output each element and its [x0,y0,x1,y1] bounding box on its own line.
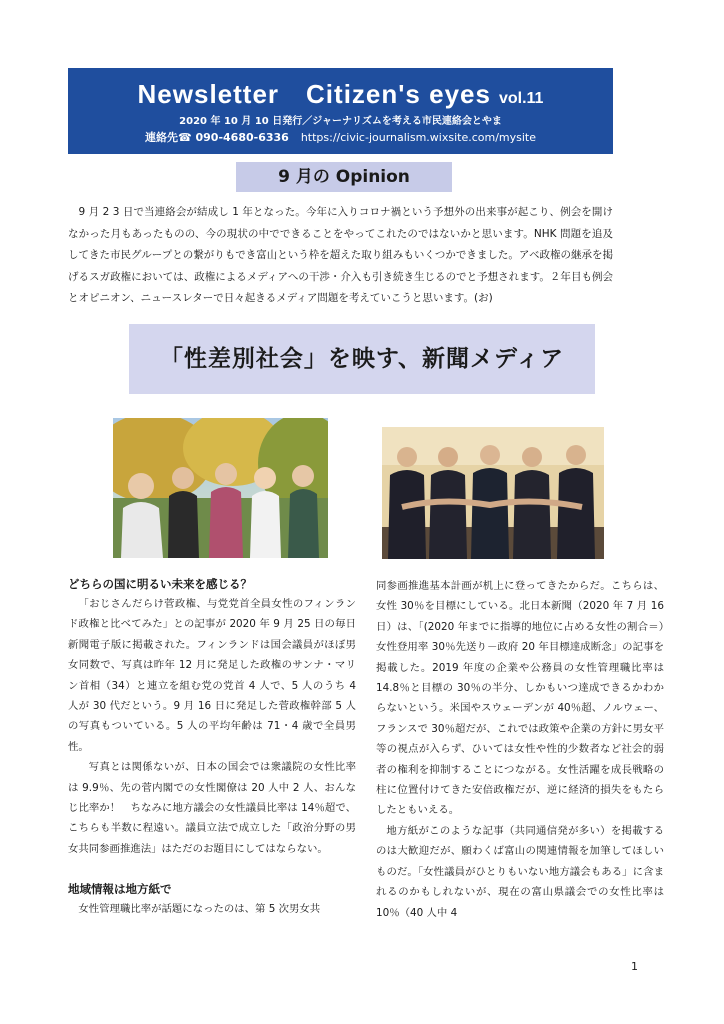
volume-number: vol.11 [498,90,544,107]
article-right-column [376,576,664,923]
article-paragraph: 地方紙がこのような記事（共同通信発が多い）を掲載するのは大歓迎だが、願わくば富山の関連情報を加筆してほしいものだ。「女性議員がひとりもいない地方議会もある」に含まれるのかもしれないが、現在の富山県議会での女性比率は 10％（40 人中 4 [376,824,664,919]
section-heading-local-papers: 地域情報は地方紙で [68,882,172,897]
article-paragraph: 同参画推進基本計画が机上に登ってきたからだ。こちらは、女性 30％を目標にしている。北日本新聞（2020 年 7 月 16 日）は、「(2020 年までに指導的地位に占める女性の割合＝）女性登用率 30％先送り－政府 20 年目標達成断念」の記事を掲載した。2019 年度の企業や公務員の女性管理職比率は 14.8％と目標の 30％の半分、しかもいつ達成できるかわからないという。米国やスウェーデンが 40％超、ノルウェー、フランスで 30％超だが、これでは政策や企業の方針に男女平等の視点が入らず、ひいては女性や性的少数者など社会的弱者の権利を抑制することにつながる。女性活躍を成長戦略の柱に位置付けてきた安倍政権だが、逆に経済的損失をもたらしたともいえる。 [376,580,664,817]
issue-line: 2020 年 10 月 10 日発行／ジャーナリズムを考える市民連絡会とやま [179,116,502,127]
article-paragraph: 女性管理職比率が話題になったのは、第 5 次男女共 [78,903,321,916]
suga-cabinet-photo [382,427,604,559]
opinion-body: 9 月 2 3 日で当連絡会が結成し 1 年となった。今年に入りコロナ禍という予想外の出来事が起こり、例会を開けなかった月もあったものの、今の現状の中でできることをやってこれたのではないかと思います。NHK 問題を追及してきた市民グループとの繋がりもでき富山という枠を超えた取り組みもいくつかできました。アベ政権の継承を掲げるスガ政権においては、政権によるメディアへの干渉・介入も引き続き生じるのでと予想されます。２年目も例会とオピニオン、ニュースレターで日々起きるメディア問題を考えていこうと思います。(お) [68,206,613,304]
masthead-title-row [68,74,613,108]
article-left-column [68,574,356,920]
finland-leaders-photo [113,418,328,558]
website-url[interactable]: https://civic-journalism.wixsite.com/mysite [300,131,537,144]
contact-line [68,129,613,145]
page-number: 1 [631,960,638,973]
article-paragraph: 「おじさんだらけ菅政権、与党党首全員女性のフィンランド政権と比べてみた」との記事が 2020 年 9 月 25 日の毎日新聞電子版に掲載された。フィンランドは国会議員がほぼ男女同数で、写真は昨年 12 月に発足した政権のサンナ・マリン首相（34）と連立を組む党の党首 4 人で、5 人のうち 4 人が 30 代だという。9 月 16 日に発足した菅政権幹部 5 人の写真もついている。5 人の平均年齢は 71・4 歳で全員男性。 [68,598,356,753]
newsletter-masthead [68,68,613,154]
newsletter-title: Newsletter Citizen's eyes [137,79,491,109]
article-paragraph: 写真とは関係ないが、日本の国会では衆議院の女性比率は 9.9％、先の菅内閣での女性閣僚は 20 人中 2 人、おんなじ比率か！ ちなみに地方議会の女性議員比率は 14％超で、こちらも半数に程遠い。議員立法で成立した「政治分野の男女共同参画推進法」はただのお題目にしてはならない。 [68,761,356,855]
contact-phone: 連絡先☎ 090-4680-6336 [144,131,289,144]
section-heading-bright-future: どちらの国に明るい未来を感じる？ [68,577,252,591]
feature-title: 「性差別社会」を映す、新聞メディア [129,324,595,394]
opinion-heading: 9 月の Opinion [236,162,452,192]
